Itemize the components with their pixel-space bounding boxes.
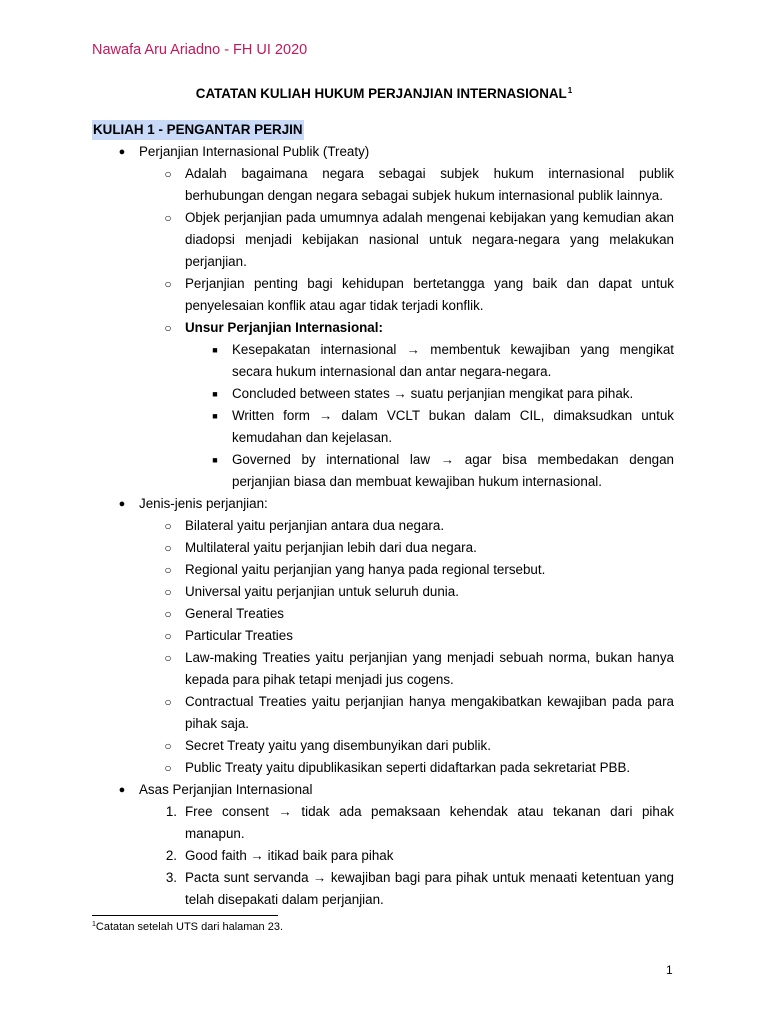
list-item-text: Unsur Perjanjian Internasional: xyxy=(185,320,383,335)
list-item-text: Secret Treaty yaitu yang disembunyikan dari publik. xyxy=(185,738,491,753)
list-item xyxy=(212,405,674,449)
list-item-text: Kesepakatan internasional → membentuk kewajiban yang mengikat secara hukum internasional dan antar negara-negara. xyxy=(232,342,674,379)
footnote-text: Catatan setelah UTS dari halaman 23. xyxy=(95,921,284,933)
bullet-icon: ○ xyxy=(164,739,172,753)
section-heading: KULIAH 1 - PENGANTAR PERJIN xyxy=(92,120,304,140)
bullet-icon: ○ xyxy=(164,695,172,709)
list-number: 2. xyxy=(165,848,177,863)
list-item xyxy=(164,163,674,207)
list-item-text: Written form → dalam VCLT bukan dalam CIL, dimaksudkan untuk kemudahan dan kejelasan. xyxy=(232,408,674,445)
list-item-text: Universal yaitu perjanjian untuk seluruh dunia. xyxy=(185,584,459,599)
footnote xyxy=(92,921,283,933)
list-item xyxy=(118,779,674,801)
list-item-text: Multilateral yaitu perjanjian lebih dari dua negara. xyxy=(185,540,477,555)
list-item xyxy=(118,493,674,515)
list-item-text: Jenis-jenis perjanjian: xyxy=(139,496,268,511)
bullet-icon: ● xyxy=(118,498,126,510)
list-item xyxy=(212,383,674,405)
list-item-text: Asas Perjanjian Internasional xyxy=(139,782,313,797)
list-item-text: Regional yaitu perjanjian yang hanya pada regional tersebut. xyxy=(185,562,546,577)
list-item xyxy=(164,625,674,647)
list-item xyxy=(164,581,674,603)
list-item xyxy=(164,559,674,581)
list-number: 3. xyxy=(165,870,177,885)
list-item xyxy=(165,801,674,845)
notes-list xyxy=(0,141,768,911)
list-item-text: Free consent → tidak ada pemaksaan kehendak atau tekanan dari pihak manapun. xyxy=(185,804,674,841)
footnote-ref: 1 xyxy=(92,921,96,928)
list-item-text: Perjanjian penting bagi kehidupan bertetangga yang baik dan dapat untuk penyelesaian konflik atau agar tidak terjadi konflik. xyxy=(185,276,674,313)
list-item xyxy=(164,647,674,691)
bullet-icon: ○ xyxy=(164,167,172,181)
bullet-icon: ○ xyxy=(164,541,172,555)
list-item xyxy=(164,603,674,625)
list-item xyxy=(165,845,674,867)
list-item-text: Concluded between states → suatu perjanjian mengikat para pihak. xyxy=(232,386,634,401)
list-item xyxy=(164,317,674,339)
list-item xyxy=(165,867,674,911)
footnote-divider xyxy=(92,915,278,916)
bullet-icon: ● xyxy=(118,784,126,796)
list-item-text: Pacta sunt servanda → kewajiban bagi para pihak untuk menaati ketentuan yang telah disepakati dalam perjanjian. xyxy=(185,870,674,907)
bullet-icon: ○ xyxy=(164,211,172,225)
list-item xyxy=(164,207,674,273)
list-item xyxy=(164,273,674,317)
list-item-text: Public Treaty yaitu dipublikasikan seperti didaftarkan pada sekretariat PBB. xyxy=(185,760,631,775)
bullet-icon: ○ xyxy=(164,761,172,775)
list-number: 1. xyxy=(165,804,177,819)
bullet-icon: ● xyxy=(118,146,126,158)
list-item xyxy=(164,735,674,757)
list-item-text: Good faith → itikad baik para pihak xyxy=(185,848,394,863)
document-title xyxy=(0,86,768,101)
bullet-icon: ○ xyxy=(164,607,172,621)
list-item-text: Objek perjanjian pada umumnya adalah mengenai kebijakan yang kemudian akan diadopsi menjadi kebijakan nasional untuk negara-negara yang melakukan perjanjian. xyxy=(185,210,674,269)
bullet-icon: ○ xyxy=(164,321,172,335)
list-item xyxy=(212,339,674,383)
list-item xyxy=(164,691,674,735)
bullet-icon: ○ xyxy=(164,585,172,599)
list-item-text: Law-making Treaties yaitu perjanjian yang menjadi sebuah norma, bukan hanya kepada para pihak tetapi menjadi jus cogens. xyxy=(185,650,674,687)
list-item-text: Bilateral yaitu perjanjian antara dua negara. xyxy=(185,518,445,533)
title-text: CATATAN KULIAH HUKUM PERJANJIAN INTERNASIONAL xyxy=(195,86,567,101)
bullet-icon: ■ xyxy=(212,455,218,465)
list-item-text: Perjanjian Internasional Publik (Treaty) xyxy=(139,144,370,159)
bullet-icon: ■ xyxy=(212,389,218,399)
bullet-icon: ■ xyxy=(212,411,218,421)
title-footnote-ref: 1 xyxy=(567,86,573,95)
page-number: 1 xyxy=(666,963,673,977)
list-item xyxy=(164,537,674,559)
list-item xyxy=(164,515,674,537)
list-item xyxy=(118,141,674,163)
bullet-icon: ○ xyxy=(164,277,172,291)
list-item xyxy=(212,449,674,493)
bullet-icon: ○ xyxy=(164,519,172,533)
list-item-text: Contractual Treaties yaitu perjanjian hanya mengakibatkan kewajiban pada para pihak saja. xyxy=(185,694,674,731)
list-item-text: Particular Treaties xyxy=(185,628,293,643)
bullet-icon: ○ xyxy=(164,563,172,577)
bullet-icon: ○ xyxy=(164,651,172,665)
list-item-text: Adalah bagaimana negara sebagai subjek hukum internasional publik berhubungan dengan negara sebagai subjek hukum internasional publik lainnya. xyxy=(185,166,674,203)
list-item-text: General Treaties xyxy=(185,606,284,621)
list-item-text: Governed by international law → agar bisa membedakan dengan perjanjian biasa dan membuat kewajiban hukum internasional. xyxy=(232,452,674,489)
bullet-icon: ○ xyxy=(164,629,172,643)
header-author: Nawafa Aru Ariadno - FH UI 2020 xyxy=(92,42,308,58)
list-item xyxy=(164,757,674,779)
bullet-icon: ■ xyxy=(212,345,218,355)
